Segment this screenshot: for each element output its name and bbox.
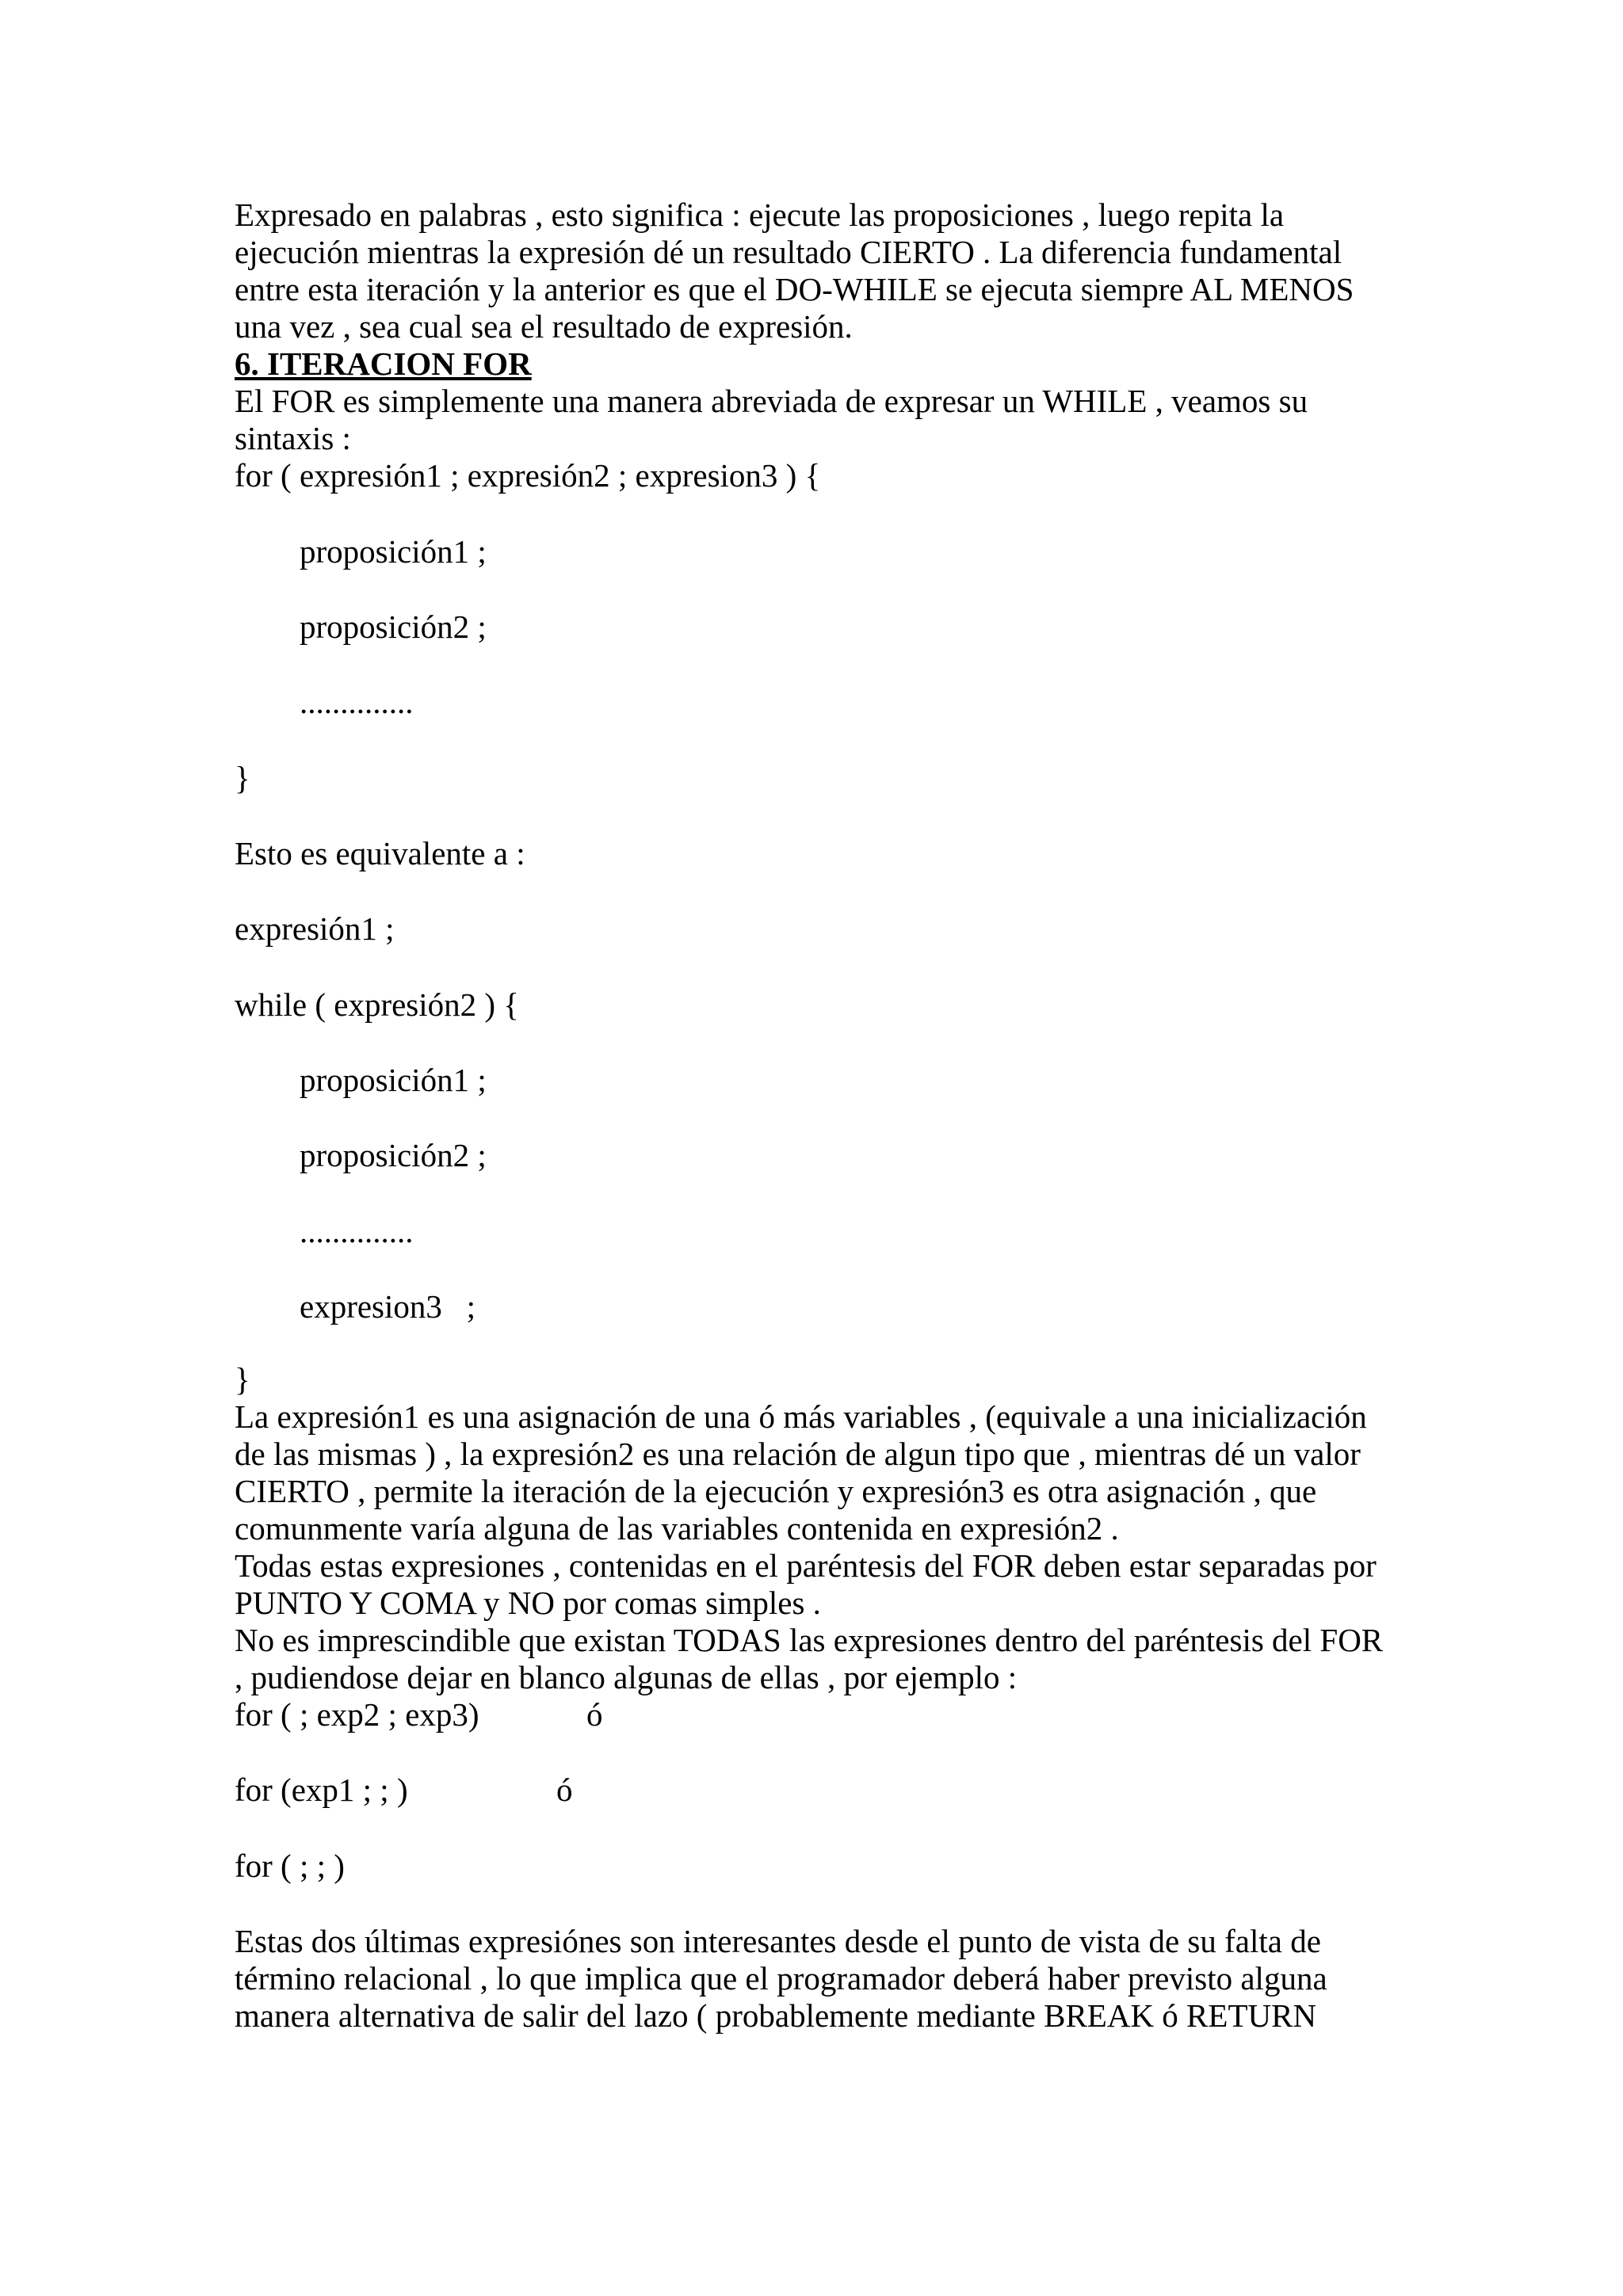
for-intro-line: El FOR es simplemente una manera abreviada de expresar un WHILE , veamos su xyxy=(235,383,1308,419)
explanation-line: de las mismas ) , la expresión2 es una relación de algun tipo que , mientras dé un valor xyxy=(235,1436,1361,1472)
for-syntax-statement: proposición1 ; xyxy=(300,533,487,570)
while-ellipsis: .............. xyxy=(300,1213,414,1249)
closing-line: Estas dos últimas expresiónes son interesantes desde el punto de vista de su falta de xyxy=(235,1923,1321,1959)
for-intro-line: sintaxis : xyxy=(235,420,351,456)
for-syntax-ellipsis: .............. xyxy=(300,684,414,720)
example-alternative: ó xyxy=(556,1772,573,1808)
closing-line: término relacional , lo que implica que el programador deberá haber previsto alguna xyxy=(235,1960,1327,1997)
while-statement: proposición1 ; xyxy=(300,1062,487,1098)
for-syntax-close: } xyxy=(235,760,250,796)
explanation-line: comunmente varía alguna de las variables contenida en expresión2 . xyxy=(235,1510,1119,1547)
while-statement: expresion3 ; xyxy=(300,1288,476,1325)
example-code: for ( ; exp2 ; exp3) xyxy=(235,1696,479,1733)
example-alternative: ó xyxy=(586,1696,603,1733)
explanation-line: No es imprescindible que existan TODAS las expresiones dentro del paréntesis del FOR xyxy=(235,1622,1384,1658)
for-syntax-statement: proposición2 ; xyxy=(300,608,487,645)
explanation-line: , pudiendose dejar en blanco algunas de ellas , por ejemplo : xyxy=(235,1659,1018,1695)
explanation-line: PUNTO Y COMA y NO por comas simples . xyxy=(235,1585,821,1621)
while-open: while ( expresión2 ) { xyxy=(235,986,519,1023)
intro-line: Expresado en palabras , esto significa : ejecute las proposiciones , luego repita la xyxy=(235,196,1285,233)
explanation-line: La expresión1 es una asignación de una ó más variables , (equivale a una inicialización xyxy=(235,1398,1367,1435)
intro-line: una vez , sea cual sea el resultado de expresión. xyxy=(235,308,853,345)
intro-line: entre esta iteración y la anterior es que el DO-WHILE se ejecuta siempre AL MENOS xyxy=(235,271,1354,307)
equivalent-label: Esto es equivalente a : xyxy=(235,835,525,871)
explanation-line: Todas estas expresiones , contenidas en el paréntesis del FOR deben estar separadas por xyxy=(235,1547,1377,1584)
intro-line: ejecución mientras la expresión dé un resultado CIERTO . La diferencia fundamental xyxy=(235,234,1342,270)
for-syntax-open: for ( expresión1 ; expresión2 ; expresion3 ) { xyxy=(235,457,821,494)
example-code: for ( ; ; ) xyxy=(235,1848,345,1884)
while-close: } xyxy=(235,1361,250,1398)
section-heading: 6. ITERACION FOR xyxy=(235,345,532,382)
while-statement: proposición2 ; xyxy=(300,1137,487,1173)
example-code: for (exp1 ; ; ) xyxy=(235,1772,408,1808)
closing-line: manera alternativa de salir del lazo ( probablemente mediante BREAK ó RETURN xyxy=(235,1997,1317,2034)
while-init: expresión1 ; xyxy=(235,910,395,947)
explanation-line: CIERTO , permite la iteración de la ejecución y expresión3 es otra asignación , que xyxy=(235,1473,1317,1509)
